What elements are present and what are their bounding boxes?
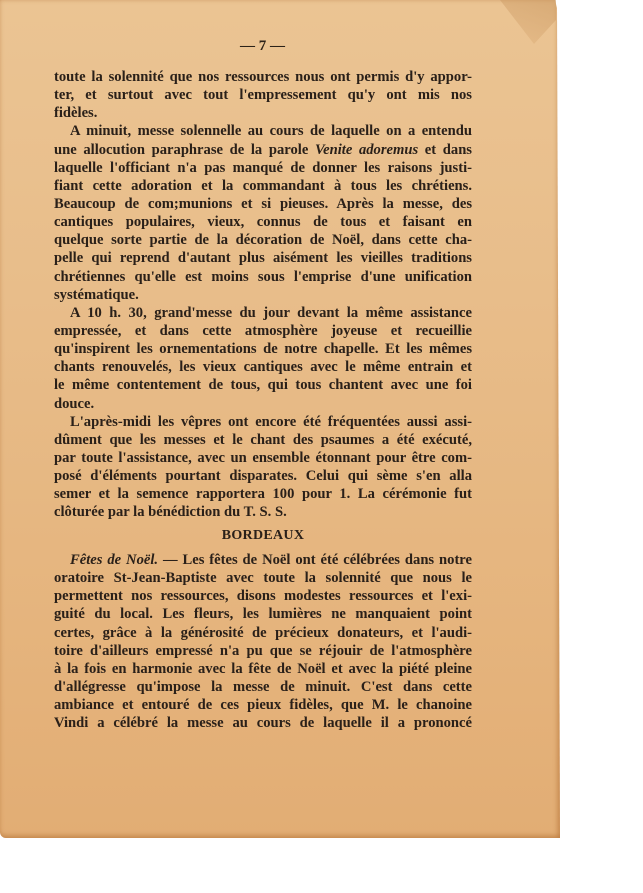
text-line: ter, et surtout avec tout l'empressement qu'y ont mis nos bbox=[54, 87, 472, 104]
text-line: d'allégresse qu'impose la messe de minuit. C'est dans cette bbox=[54, 678, 472, 695]
text-line: fiant cette adoration et la commandant à tous les chrétiens. bbox=[54, 177, 472, 194]
text-line: le même contentement de tous, qui tous chantent avec une foi bbox=[54, 377, 472, 394]
text-line: L'après-midi les vêpres ont encore été fréquentées aussi assi- bbox=[70, 413, 472, 430]
italic-phrase: Venite adoremus bbox=[315, 141, 419, 158]
text-line: douce. bbox=[54, 395, 95, 412]
text-line: posé d'éléments pourtant disparates. Celui qui sème s'en alla bbox=[54, 468, 472, 485]
text-line: toire d'ailleurs empressé n'a pu que se réjouir de l'atmosphère bbox=[54, 642, 472, 659]
text-line: guité du local. Les fleurs, les lumières ne manquaient point bbox=[54, 606, 472, 623]
text-line: qu'inspirent les ornementations de notre chapelle. Et les mêmes bbox=[54, 341, 472, 358]
section-1-text bbox=[54, 68, 472, 522]
text-line: toute la solennité que nos ressources nous ont permis d'y appor- bbox=[54, 69, 472, 85]
text-line: quelque sorte partie de la décoration de Noël, dans cette cha- bbox=[54, 232, 472, 249]
text-fragment: — Les fêtes de Noël ont été célébrées dans notre bbox=[162, 552, 472, 568]
text-line-with-italic bbox=[54, 551, 472, 569]
text-line: empressée, et dans cette atmosphère joyeuse et recueillie bbox=[54, 322, 472, 339]
text-line: chants renouvelés, les vieux cantiques avec le même entrain et bbox=[54, 359, 472, 376]
text-line: à la fois en harmonie avec la fête de Noël et avec la piété pleine bbox=[54, 660, 472, 677]
text-line: par toute l'assistance, avec un ensemble étonnant pour être com- bbox=[54, 449, 472, 466]
text-line: laquelle l'officiant n'a pas manqué de donner les raisons justi- bbox=[54, 159, 472, 176]
page-number: — 7 — bbox=[240, 38, 285, 54]
text-line: systématique. bbox=[54, 286, 139, 303]
section-2-text bbox=[54, 551, 472, 732]
text-line: Beaucoup de com;munions et si pieuses. Après la messe, des bbox=[54, 195, 472, 212]
text-line: semer et la semence rapportera 100 pour 1. La cérémonie fut bbox=[54, 486, 472, 503]
text-line: Vindi a célébré la messe au cours de laquelle il a prononcé bbox=[54, 715, 472, 732]
text-line: chrétiennes qu'elle est moins sous l'emprise d'une unification bbox=[54, 268, 472, 285]
text-line: permettent nos ressources, disons modestes ressources et l'exi- bbox=[54, 588, 472, 605]
text-line: ambiance et entouré de ces pieux fidèles, que M. le chanoine bbox=[54, 697, 472, 714]
text-line: dûment que les messes et le chant des psaumes a été exécuté, bbox=[54, 431, 472, 448]
text-fragment: une allocution paraphrase de la parole bbox=[54, 141, 309, 158]
italic-lead: Fêtes de Noël. bbox=[70, 552, 159, 568]
text-line: A minuit, messe solennelle au cours de laquelle on a entendu bbox=[70, 123, 472, 140]
text-line: cantiques populaires, vieux, connus de tous et faisant en bbox=[54, 214, 472, 231]
text-line: oratoire St-Jean-Baptiste avec toute la solennité que nous le bbox=[54, 570, 472, 587]
text-line: fidèles. bbox=[54, 105, 98, 122]
section-heading: BORDEAUX bbox=[221, 528, 305, 543]
text-line: A 10 h. 30, grand'messe du jour devant la même assistance bbox=[70, 304, 472, 321]
text-line: pelle qui reprend d'autant plus aisément les vieilles traditions bbox=[54, 250, 472, 267]
text-line: certes, grâce à la générosité de précieux donateurs, et l'audi- bbox=[54, 624, 472, 641]
text-line-with-italic bbox=[54, 141, 472, 159]
text-line: clôturée par la bénédiction du T. S. S. bbox=[54, 504, 287, 521]
text-fragment: et dans bbox=[424, 141, 472, 158]
